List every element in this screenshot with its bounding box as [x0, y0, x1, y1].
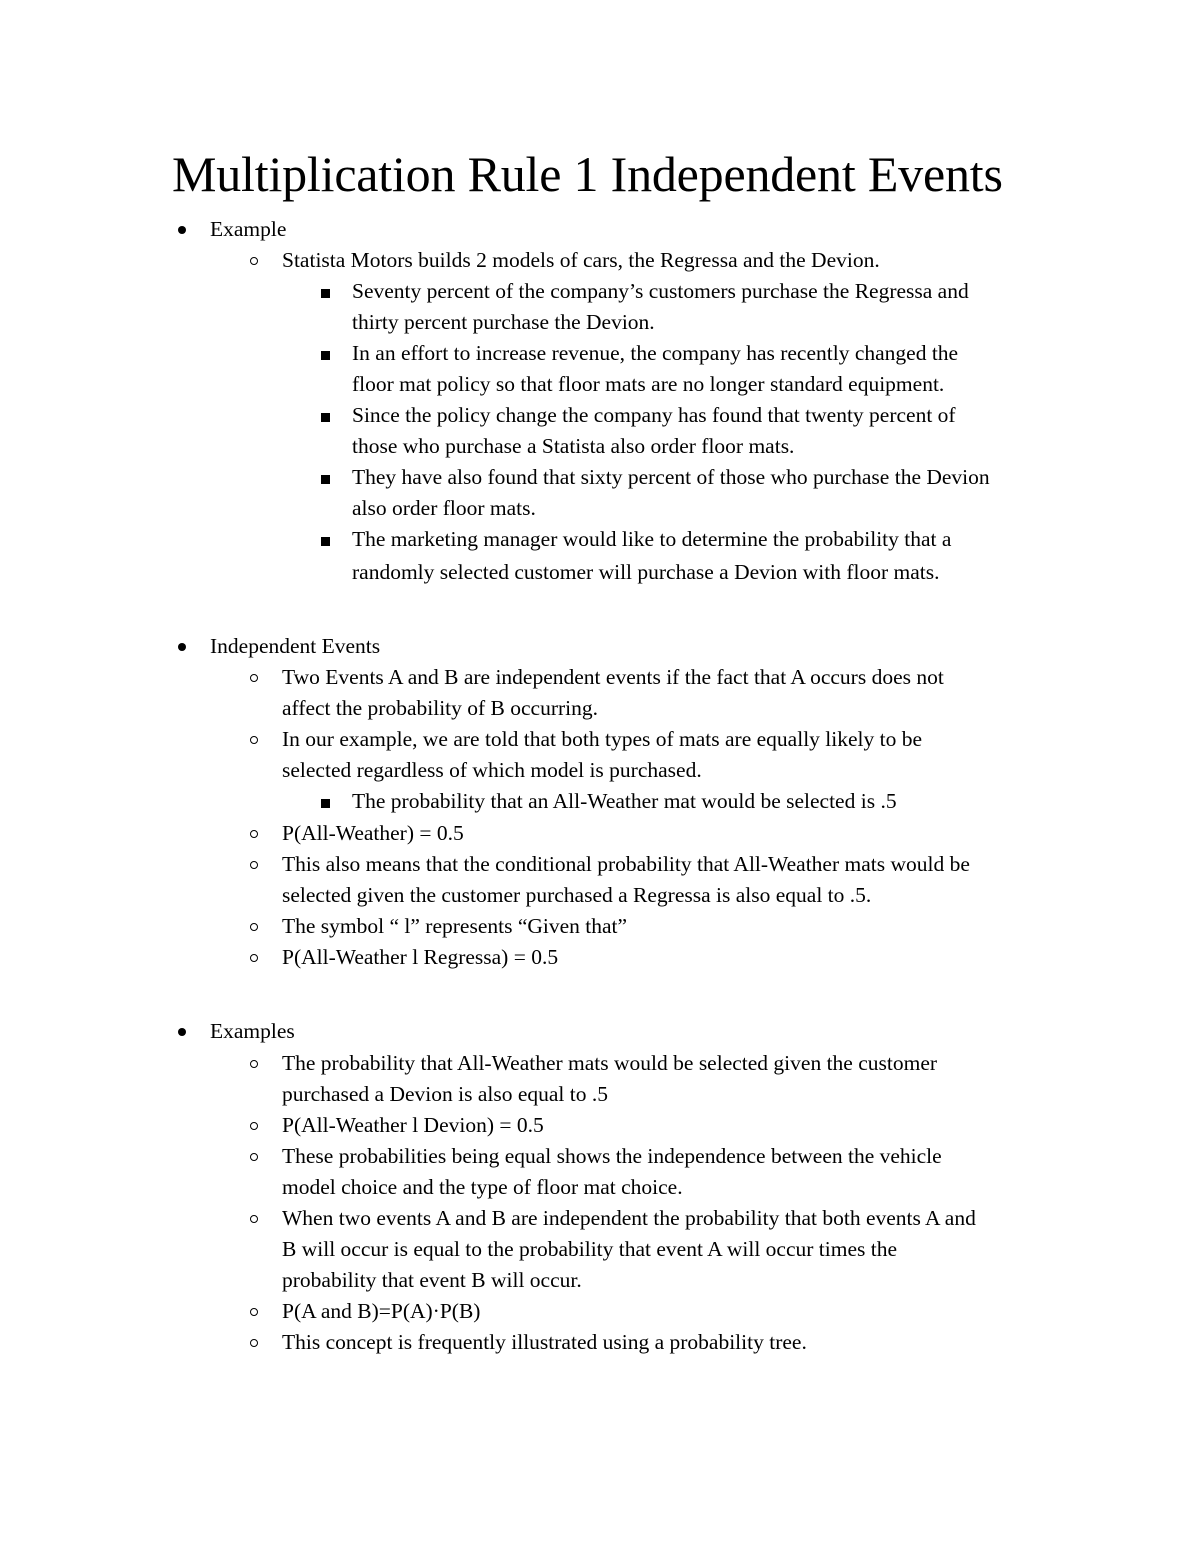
- bullet-icon: [178, 226, 186, 234]
- circle-bullet-icon: [250, 954, 258, 962]
- square-bullet-icon: [321, 351, 330, 360]
- circle-bullet-icon: [250, 1153, 258, 1161]
- square-bullet-icon: [321, 799, 330, 808]
- section-heading: Example: [210, 217, 287, 241]
- list-item: P(All-Weather l Devion) = 0.5: [282, 1113, 544, 1137]
- list-item-continuation: selected regardless of which model is purchased.: [282, 758, 702, 782]
- list-item: This concept is frequently illustrated using a probability tree.: [282, 1330, 807, 1354]
- list-item: This also means that the conditional probability that All-Weather mats would be: [282, 852, 970, 876]
- circle-bullet-icon: [250, 1122, 258, 1130]
- list-item: The marketing manager would like to determine the probability that a: [352, 527, 952, 551]
- list-item: Seventy percent of the company’s customers purchase the Regressa and: [352, 279, 969, 303]
- list-item: Since the policy change the company has found that twenty percent of: [352, 403, 956, 427]
- list-item: The probability that All-Weather mats would be selected given the customer: [282, 1051, 938, 1075]
- list-item: The probability that an All-Weather mat would be selected is .5: [352, 789, 897, 813]
- list-item-continuation: B will occur is equal to the probability that event A will occur times the: [282, 1237, 898, 1261]
- list-item: When two events A and B are independent the probability that both events A and: [282, 1206, 976, 1230]
- list-item: The symbol “ l” represents “Given that”: [282, 914, 628, 938]
- list-item: P(A and B)=P(A)·P(B): [282, 1299, 481, 1323]
- section-heading: Examples: [210, 1019, 295, 1043]
- circle-bullet-icon: [250, 861, 258, 869]
- section-heading: Independent Events: [210, 634, 381, 658]
- list-item-continuation: probability that event B will occur.: [282, 1268, 582, 1292]
- bullet-icon: [178, 643, 186, 651]
- square-bullet-icon: [321, 475, 330, 484]
- list-item: They have also found that sixty percent of those who purchase the Devion: [352, 465, 990, 489]
- list-item-continuation: those who purchase a Statista also order floor mats.: [352, 434, 795, 458]
- square-bullet-icon: [321, 289, 330, 298]
- circle-bullet-icon: [250, 1308, 258, 1316]
- circle-bullet-icon: [250, 674, 258, 682]
- list-item-continuation: model choice and the type of floor mat choice.: [282, 1175, 683, 1199]
- list-item-continuation: selected given the customer purchased a Regressa is also equal to .5.: [282, 883, 872, 907]
- circle-bullet-icon: [250, 736, 258, 744]
- page-title: Multiplication Rule 1 Independent Events: [172, 146, 1003, 202]
- bullet-icon: [178, 1028, 186, 1036]
- list-item-continuation: also order floor mats.: [352, 496, 536, 520]
- list-item-continuation: affect the probability of B occurring.: [282, 696, 599, 720]
- list-item: In our example, we are told that both types of mats are equally likely to be: [282, 727, 923, 751]
- square-bullet-icon: [321, 537, 330, 546]
- list-item: Statista Motors builds 2 models of cars, the Regressa and the Devion.: [282, 248, 880, 272]
- list-item: P(All-Weather) = 0.5: [282, 821, 464, 845]
- list-item-continuation: floor mat policy so that floor mats are no longer standard equipment.: [352, 372, 945, 396]
- circle-bullet-icon: [250, 923, 258, 931]
- circle-bullet-icon: [250, 1060, 258, 1068]
- list-item-continuation: thirty percent purchase the Devion.: [352, 310, 655, 334]
- list-item-continuation: randomly selected customer will purchase a Devion with floor mats.: [352, 560, 940, 584]
- circle-bullet-icon: [250, 257, 258, 265]
- square-bullet-icon: [321, 413, 330, 422]
- list-item-continuation: purchased a Devion is also equal to .5: [282, 1082, 608, 1106]
- circle-bullet-icon: [250, 1339, 258, 1347]
- list-item: P(All-Weather l Regressa) = 0.5: [282, 945, 559, 969]
- list-item: These probabilities being equal shows the independence between the vehicle: [282, 1144, 942, 1168]
- list-item: In an effort to increase revenue, the company has recently changed the: [352, 341, 959, 365]
- circle-bullet-icon: [250, 830, 258, 838]
- list-item: Two Events A and B are independent events if the fact that A occurs does not: [282, 665, 944, 689]
- circle-bullet-icon: [250, 1215, 258, 1223]
